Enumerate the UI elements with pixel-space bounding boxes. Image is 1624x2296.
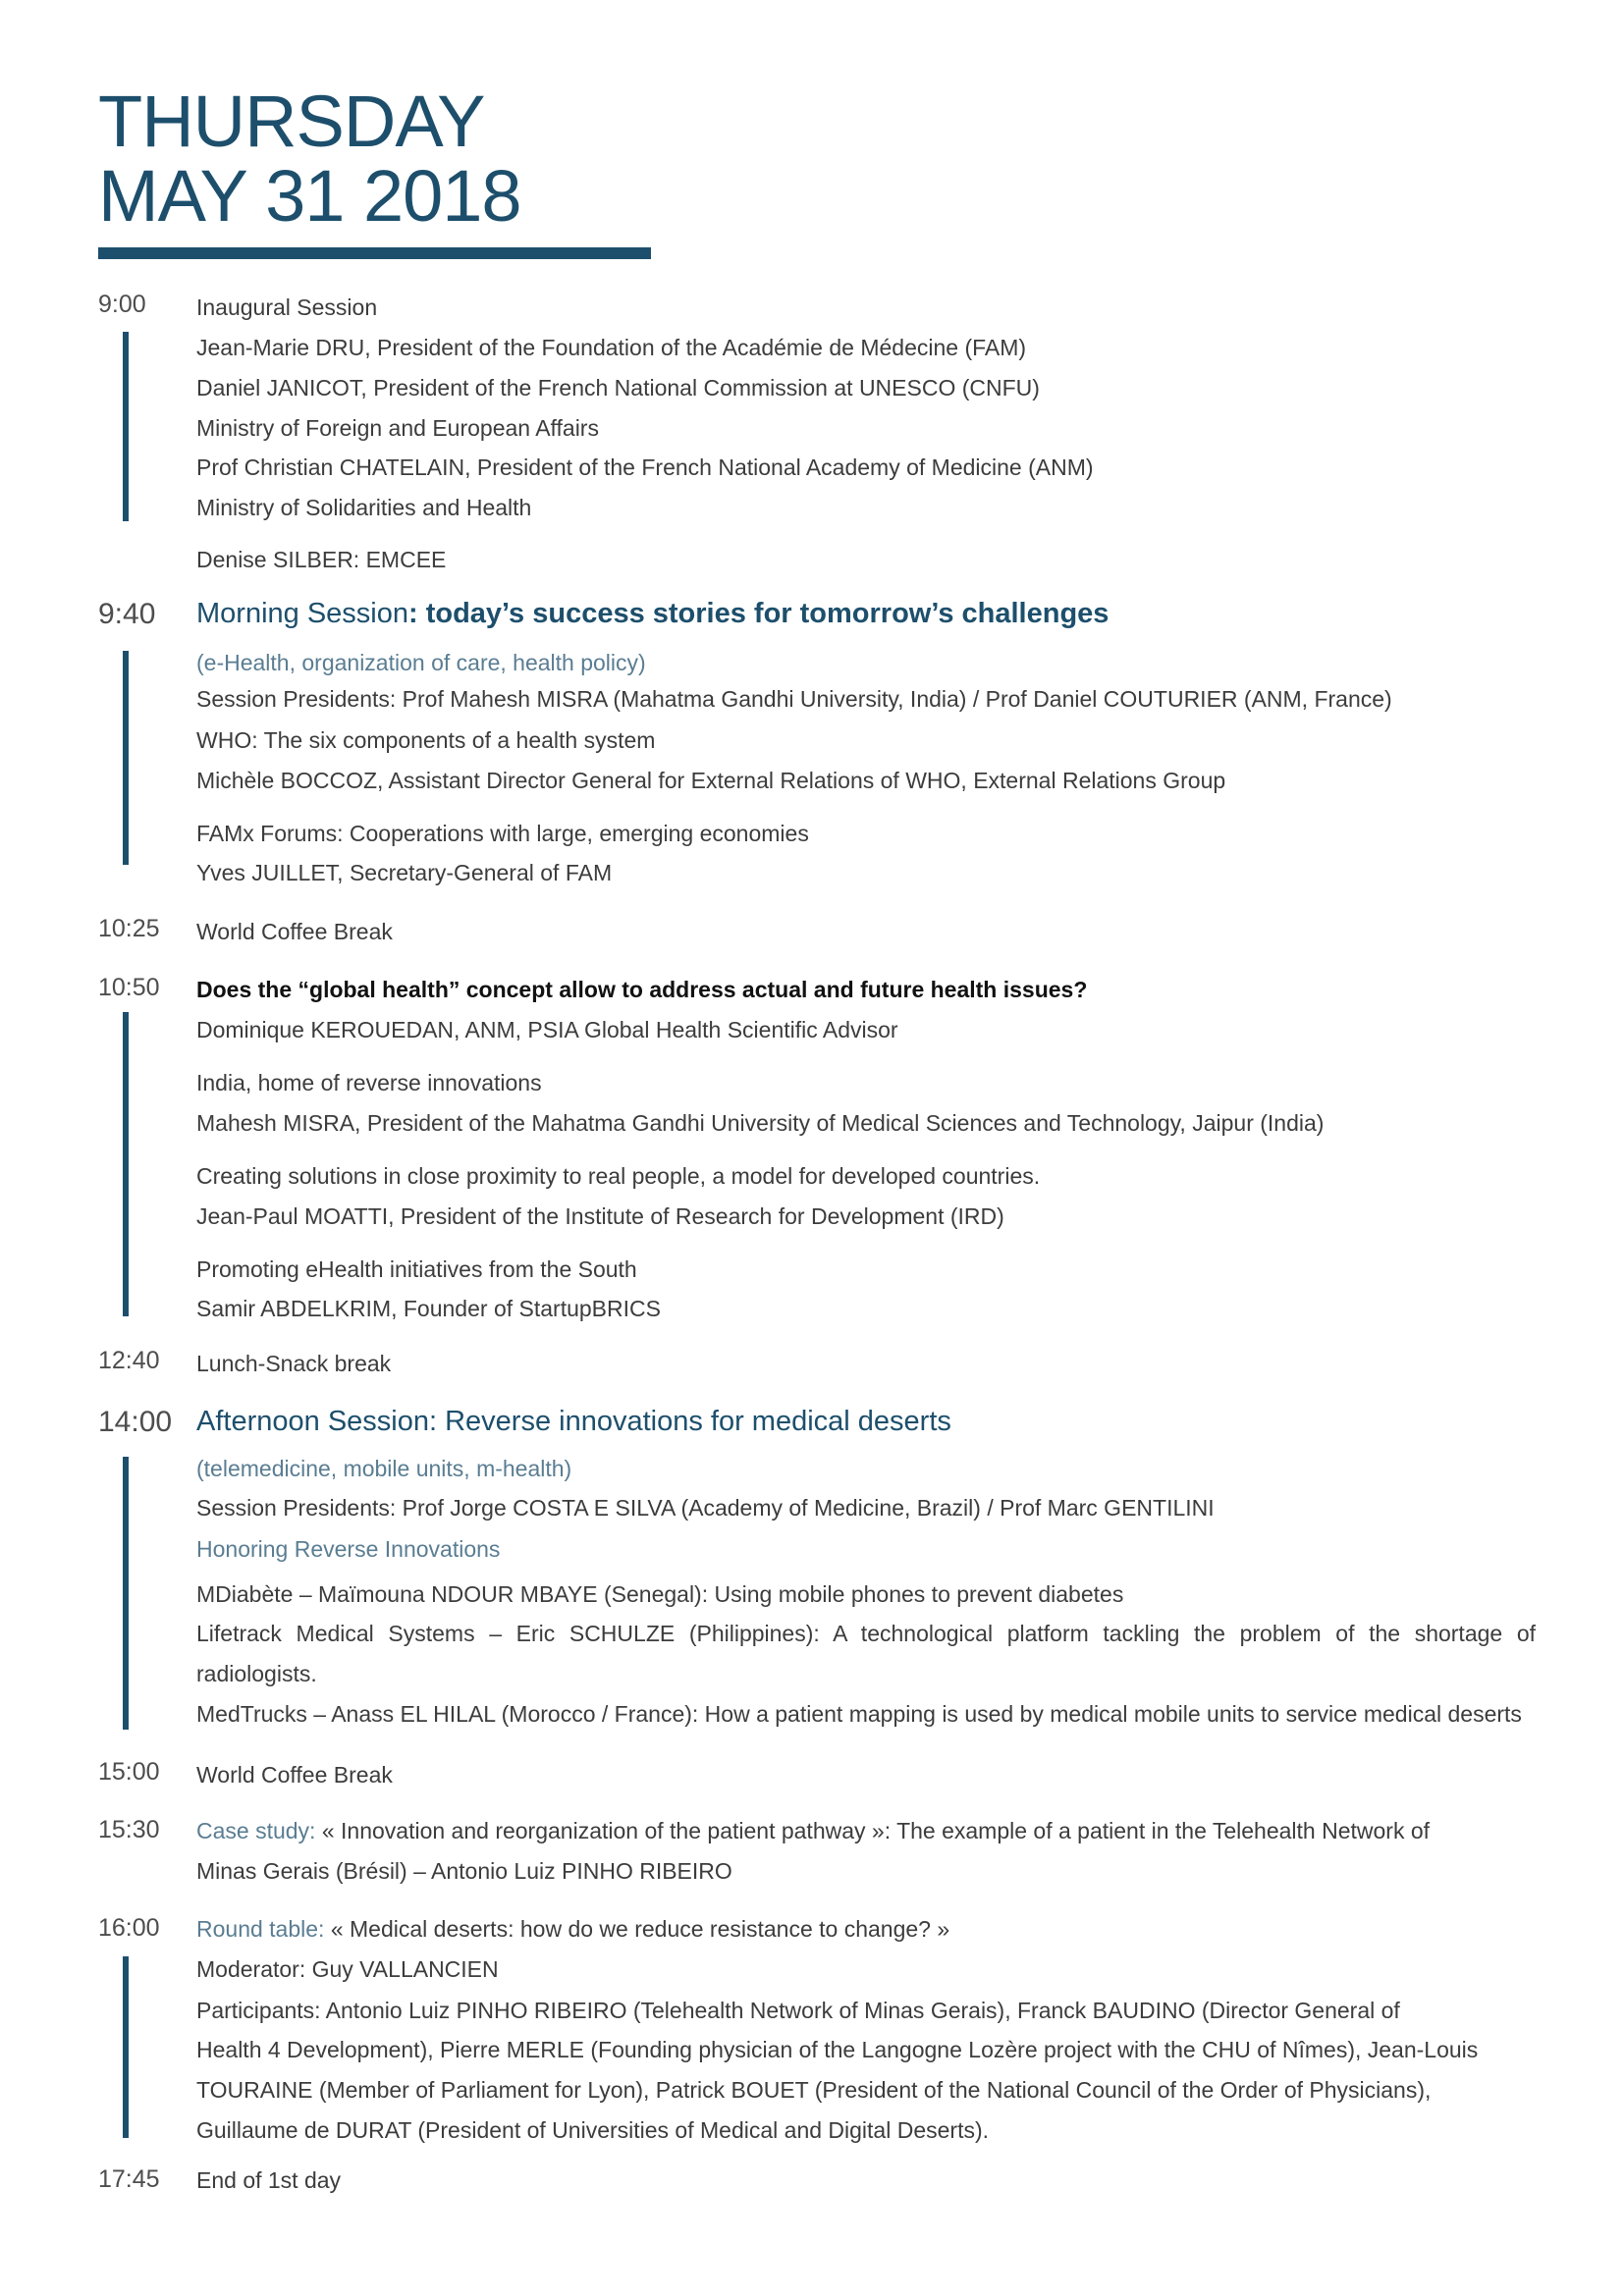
session-title — [196, 1916, 1536, 1943]
agenda-line: Minas Gerais (Brésil) – Antonio Luiz PINHO RIBEIRO — [196, 1858, 732, 1884]
title-underline — [98, 247, 651, 259]
agenda-line: Mahesh MISRA, President of the Mahatma Gandhi University of Medical Sciences and Technology, Jaipur (India) — [196, 1110, 1325, 1136]
session-time: 17:45 — [98, 2165, 160, 2193]
agenda-line: Jean-Marie DRU, President of the Foundation of the Académie de Médecine (FAM) — [196, 335, 1027, 360]
session-title: Does the “global health” concept allow to address actual and future health issues? — [196, 977, 1088, 1002]
agenda-line: Lifetrack Medical Systems – Eric SCHULZE (Philippines): A technological platform tackling the problem of the shortage of — [196, 1621, 1536, 1646]
agenda-line: Promoting eHealth initiatives from the South — [196, 1256, 637, 1282]
agenda-line: Yves JUILLET, Secretary-General of FAM — [196, 860, 613, 885]
agenda-line: Michèle BOCCOZ, Assistant Director General for External Relations of WHO, External Relations Group — [196, 768, 1226, 793]
session-title: World Coffee Break — [196, 919, 393, 944]
session-time: 10:50 — [98, 974, 160, 1001]
agenda-line: MedTrucks – Anass EL HILAL (Morocco / France): How a patient mapping is used by medical mobile units to service medical deserts — [196, 1701, 1522, 1727]
session-label: Case study: — [196, 1818, 316, 1843]
session-time: 9:00 — [98, 291, 146, 318]
session-time: 10:25 — [98, 915, 160, 942]
session-title: Afternoon Session: Reverse innovations for medical deserts — [196, 1406, 951, 1437]
agenda-line: WHO: The six components of a health system — [196, 727, 656, 753]
session-time: 16:00 — [98, 1914, 160, 1942]
agenda-line: Jean-Paul MOATTI, President of the Institute of Research for Development (IRD) — [196, 1203, 1004, 1229]
title-date: MAY 31 2018 — [98, 155, 521, 237]
session-title — [196, 598, 1536, 630]
agenda-line: Participants: Antonio Luiz PINHO RIBEIRO (Telehealth Network of Minas Gerais), Franck BAUDINO (Director General of — [196, 1998, 1400, 2023]
session-time: 15:00 — [98, 1758, 160, 1786]
session-subtitle: (telemedicine, mobile units, m-health) — [196, 1456, 572, 1481]
agenda-line: Ministry of Foreign and European Affairs — [196, 415, 599, 441]
session-time: 9:40 — [98, 598, 156, 630]
session-time: 15:30 — [98, 1816, 160, 1843]
agenda-line: India, home of reverse innovations — [196, 1070, 542, 1095]
session-title-theme: : today’s success stories for tomorrow’s challenges — [408, 598, 1110, 629]
session-bar — [123, 332, 129, 521]
agenda-line: Prof Christian CHATELAIN, President of the French National Academy of Medicine (ANM) — [196, 454, 1094, 480]
agenda-line: MDiabète – Maïmouna NDOUR MBAYE (Senegal): Using mobile phones to prevent diabetes — [196, 1581, 1124, 1607]
session-subtitle: (e-Health, organization of care, health policy) — [196, 650, 646, 675]
agenda-line: Samir ABDELKRIM, Founder of StartupBRICS — [196, 1296, 661, 1321]
session-title: Inaugural Session — [196, 294, 378, 320]
agenda-line: Dominique KEROUEDAN, ANM, PSIA Global Health Scientific Advisor — [196, 1017, 898, 1042]
session-bar — [123, 1012, 129, 1316]
agenda-line: Health 4 Development), Pierre MERLE (Founding physician of the Langogne Lozère project with the CHU of Nîmes), Jean-Louis — [196, 2037, 1479, 2062]
agenda-line: Moderator: Guy VALLANCIEN — [196, 1956, 499, 1982]
session-time: 14:00 — [98, 1406, 173, 1438]
session-title — [196, 1818, 1536, 1844]
session-title-text: « Medical deserts: how do we reduce resistance to change? » — [324, 1916, 950, 1942]
session-label: Round table: — [196, 1916, 325, 1942]
title-day: THURSDAY — [98, 80, 485, 162]
agenda-line: FAMx Forums: Cooperations with large, emerging economies — [196, 821, 809, 846]
page-title — [98, 80, 521, 237]
session-title: End of 1st day — [196, 2167, 342, 2193]
session-title: World Coffee Break — [196, 1762, 393, 1788]
agenda-line: Guillaume de DURAT (President of Universities of Medical and Digital Deserts). — [196, 2117, 990, 2143]
agenda-line: Creating solutions in close proximity to real people, a model for developed countries. — [196, 1163, 1041, 1189]
agenda-line: Session Presidents: Prof Jorge COSTA E SILVA (Academy of Medicine, Brazil) / Prof Marc GENTILINI — [196, 1495, 1215, 1521]
agenda-line: Session Presidents: Prof Mahesh MISRA (Mahatma Gandhi University, India) / Prof Daniel COUTURIER (ANM, France) — [196, 686, 1392, 712]
agenda-line: Daniel JANICOT, President of the French National Commission at UNESCO (CNFU) — [196, 375, 1040, 400]
agenda-line: Denise SILBER: EMCEE — [196, 547, 447, 572]
session-time: 12:40 — [98, 1347, 160, 1374]
session-title-main: Morning Session — [196, 598, 408, 629]
session-bar — [123, 1457, 129, 1730]
agenda-line: Ministry of Solidarities and Health — [196, 495, 532, 520]
session-title-text: « Innovation and reorganization of the patient pathway »: The example of a patient in the Telehealth Network of — [315, 1818, 1431, 1843]
session-bar — [123, 1956, 129, 2138]
session-title: Lunch-Snack break — [196, 1351, 392, 1376]
section-heading: Honoring Reverse Innovations — [196, 1536, 501, 1562]
agenda-line: radiologists. — [196, 1661, 317, 1686]
session-bar — [123, 651, 129, 865]
agenda-line: TOURAINE (Member of Parliament for Lyon), Patrick BOUET (President of the National Council of the Order of Physicians), — [196, 2077, 1432, 2103]
